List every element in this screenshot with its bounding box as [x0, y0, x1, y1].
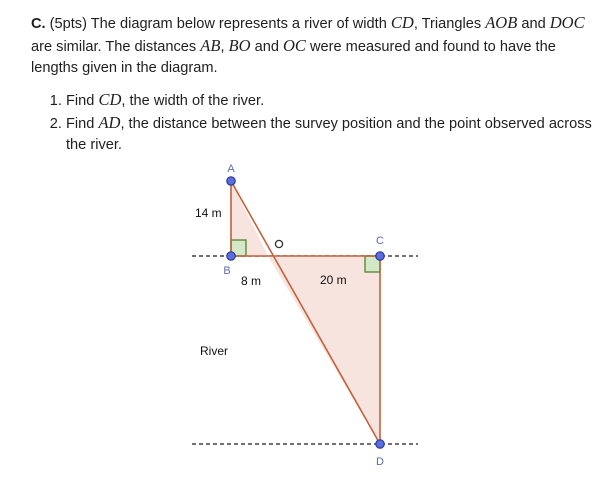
var-aob: AOB: [485, 13, 518, 32]
var-oc: OC: [283, 36, 306, 55]
task-1-var: CD: [98, 90, 122, 109]
task-2-var: AD: [98, 113, 121, 132]
var-ab: AB: [200, 36, 221, 55]
point-a-marker: [227, 177, 235, 185]
point-d-label: D: [376, 456, 384, 468]
point-b-marker: [227, 252, 235, 260]
point-d-marker: [376, 440, 384, 448]
intro-text-1: The diagram below represents a river of width: [90, 16, 391, 32]
intro-text-2: , Triangles: [413, 16, 486, 32]
length-bo-label: 8 m: [241, 274, 262, 288]
intro-text-5: and: [250, 39, 284, 55]
problem-label: C.: [31, 16, 46, 32]
intro-text-6: were measured and found to have the lengths given in the diagram.: [31, 39, 556, 76]
problem-points: (5pts): [49, 16, 87, 32]
task-2-post: , the distance between the survey position and the point observed across the river.: [66, 116, 592, 153]
var-doc: DOC: [549, 13, 585, 32]
separator: ,: [220, 39, 229, 55]
task-2-pre: Find: [66, 116, 99, 132]
task-1-post: , the width of the river.: [121, 93, 265, 109]
point-b-label: B: [223, 265, 231, 277]
point-o-marker: [275, 240, 282, 247]
length-ab-label: 14 m: [195, 206, 222, 220]
point-a-label: A: [227, 163, 235, 175]
var-cd: CD: [390, 13, 414, 32]
task-1-pre: Find: [66, 93, 99, 109]
point-c-label: C: [376, 235, 384, 247]
length-oc-label: 20 m: [320, 273, 347, 287]
river-label: River: [200, 344, 229, 358]
intro-text-3: and: [517, 16, 550, 32]
point-c-marker: [376, 252, 384, 260]
intro-text-4: are similar. The distances: [31, 39, 201, 55]
var-bo: BO: [228, 36, 251, 55]
